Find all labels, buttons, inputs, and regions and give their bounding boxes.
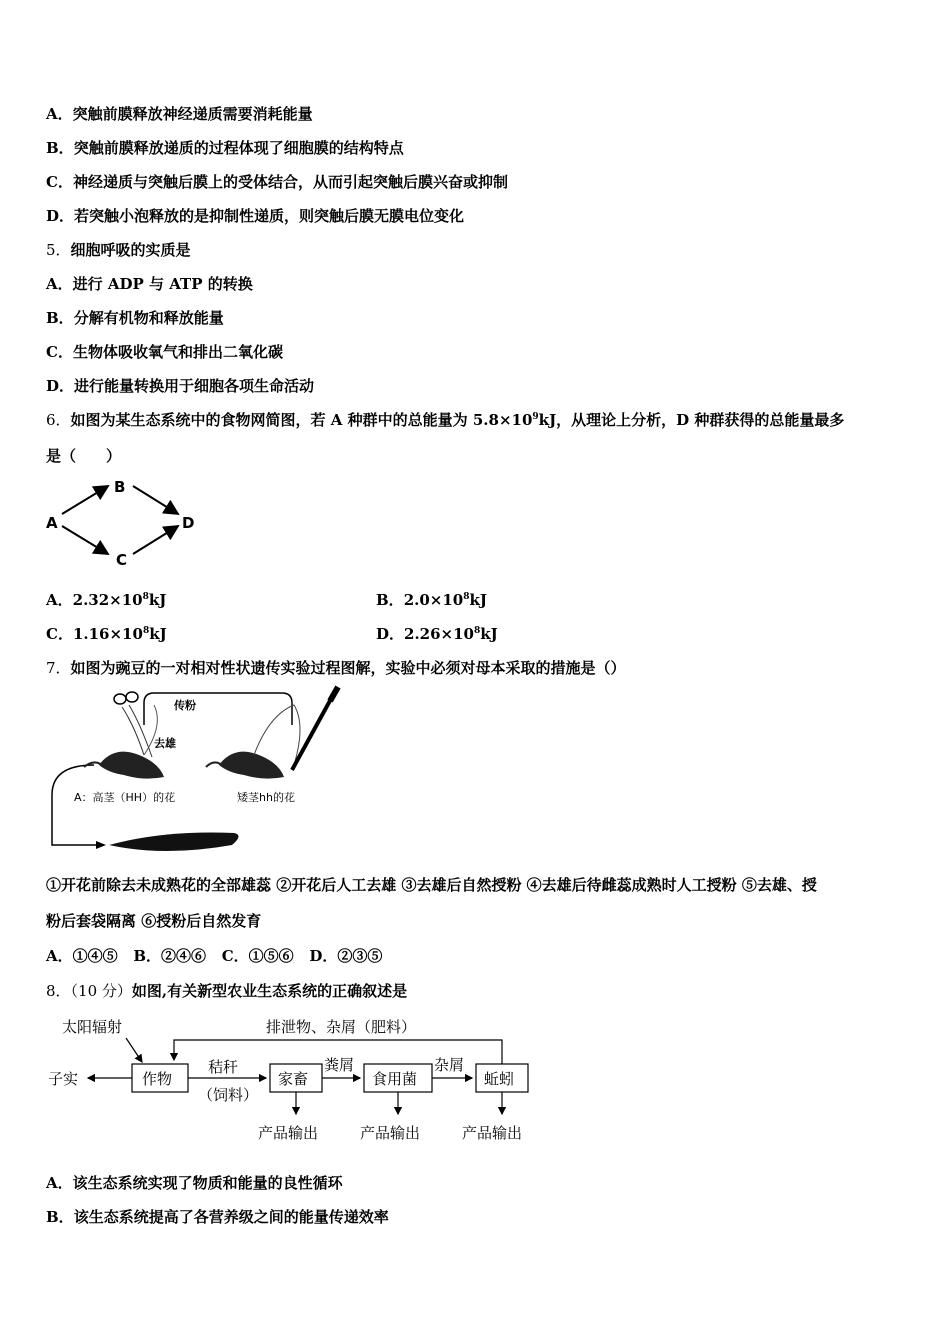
q4-option-d: D．若突触小泡释放的是抑制性递质，则突触后膜无膜电位变化 <box>46 207 465 225</box>
q7-measures-line1: ①开花前除去未成熟花的全部雄蕊 ②开花后人工去雄 ③去雄后自然授粉 ④去雄后待雌蕊成熟时人工授粉 ⑤去雄、授 <box>46 876 817 894</box>
output-label-3: 产品输出 <box>462 1124 523 1142</box>
debris-label: 杂屑 <box>434 1056 465 1074</box>
dung-label: 粪屑 <box>324 1056 355 1074</box>
short-flower-label: 矮茎hh的花 <box>237 791 295 804</box>
agro-ecosystem-diagram <box>44 1010 544 1152</box>
food-web-node-d: D <box>182 514 195 532</box>
q6-option-d: D．$2.26\times 10^8kJ$ <box>376 625 498 643</box>
output-label-2: 产品输出 <box>360 1124 421 1142</box>
pollination-frame <box>144 693 292 725</box>
q4-option-b: B．突触前膜释放递质的过程体现了细胞膜的结构特点 <box>46 139 404 157</box>
tall-flower-illustration <box>84 692 164 779</box>
q4-option-c: C．神经递质与突触后膜上的受体结合，从而引起突触后膜兴奋或抑制 <box>46 173 508 191</box>
earthworm-label: 蚯蚓 <box>484 1070 515 1088</box>
q7-options <box>46 945 382 966</box>
brush-icon <box>292 697 332 770</box>
q7-option-d: D．②③⑤ <box>309 947 383 965</box>
fruit-label: 子实 <box>48 1070 79 1088</box>
food-web-node-c: C <box>116 551 128 569</box>
food-web-diagram <box>40 472 210 572</box>
q5-option-d: D．进行能量转换用于细胞各项生命活动 <box>46 377 315 395</box>
waste-label: 排泄物、杂屑（肥料） <box>266 1018 417 1036</box>
q6-stem: 6．如图为某生态系统中的食物网简图，若 A 种群中的总能量为 $5.8\times 10^9kJ$，从理论上分析，D 种群获得的总能量最多 <box>46 411 845 429</box>
output-label-1: 产品输出 <box>258 1124 319 1142</box>
arrow-b-d <box>133 486 178 514</box>
q6-stem-line2: 是（ ） <box>46 447 122 465</box>
tall-flower-label: A：高茎（HH）的花 <box>74 791 176 804</box>
seed-return-path <box>52 765 104 845</box>
sun-label: 太阳辐射 <box>62 1018 123 1036</box>
short-flower-illustration <box>206 687 338 779</box>
q7-option-b: B．②④⑥ <box>133 947 207 965</box>
q5-option-b: B．分解有机物和释放能量 <box>46 309 224 327</box>
pea-cross-figure <box>44 685 354 860</box>
q6-option-b: B．$2.0\times 10^8kJ$ <box>376 591 487 609</box>
food-web-node-b: B <box>114 478 126 496</box>
arrow-a-c <box>62 526 108 554</box>
q8-stem: 8．（10 分）如图,有关新型农业生态系统的正确叙述是 <box>46 982 408 1000</box>
pollinate-label: 传粉 <box>174 699 196 712</box>
q5-option-a: A．进行 ADP 与 ATP 的转换 <box>46 275 253 293</box>
q5-option-c: C．生物体吸收氧气和排出二氧化碳 <box>46 343 283 361</box>
q4-option-a: A．突触前膜释放神经递质需要消耗能量 <box>46 105 313 123</box>
q7-option-a: A．①④⑤ <box>46 947 118 965</box>
arrow-a-b <box>62 486 108 514</box>
q6-option-c: C．$1.16\times 10^8kJ$ <box>46 625 167 643</box>
q7-measures-line2: 粉后套袋隔离 ⑥授粉后自然发育 <box>46 912 262 930</box>
feed-label: （饲料） <box>198 1086 259 1104</box>
q6-option-a: A．$2.32\times 10^8kJ$ <box>46 591 167 609</box>
q8-option-b: B．该生态系统提高了各营养级之间的能量传递效率 <box>46 1208 389 1226</box>
q8-option-a: A．该生态系统实现了物质和能量的良性循环 <box>46 1174 343 1192</box>
q7-option-c: C．①⑤⑥ <box>221 947 294 965</box>
pea-pod-illustration <box>109 833 239 852</box>
food-web-node-a: A <box>46 514 58 532</box>
straw-label: 秸秆 <box>208 1058 239 1076</box>
q7-stem: 7．如图为豌豆的一对相对性状遗传实验过程图解，实验中必须对母本采取的措施是（） <box>46 659 626 677</box>
arrow-c-d <box>133 526 178 554</box>
livestock-label: 家畜 <box>278 1070 309 1088</box>
crop-label: 作物 <box>142 1070 173 1088</box>
fungi-label: 食用菌 <box>372 1070 418 1088</box>
emasculate-label: 去雄 <box>154 737 176 750</box>
q5-stem: 5．细胞呼吸的实质是 <box>46 241 191 259</box>
